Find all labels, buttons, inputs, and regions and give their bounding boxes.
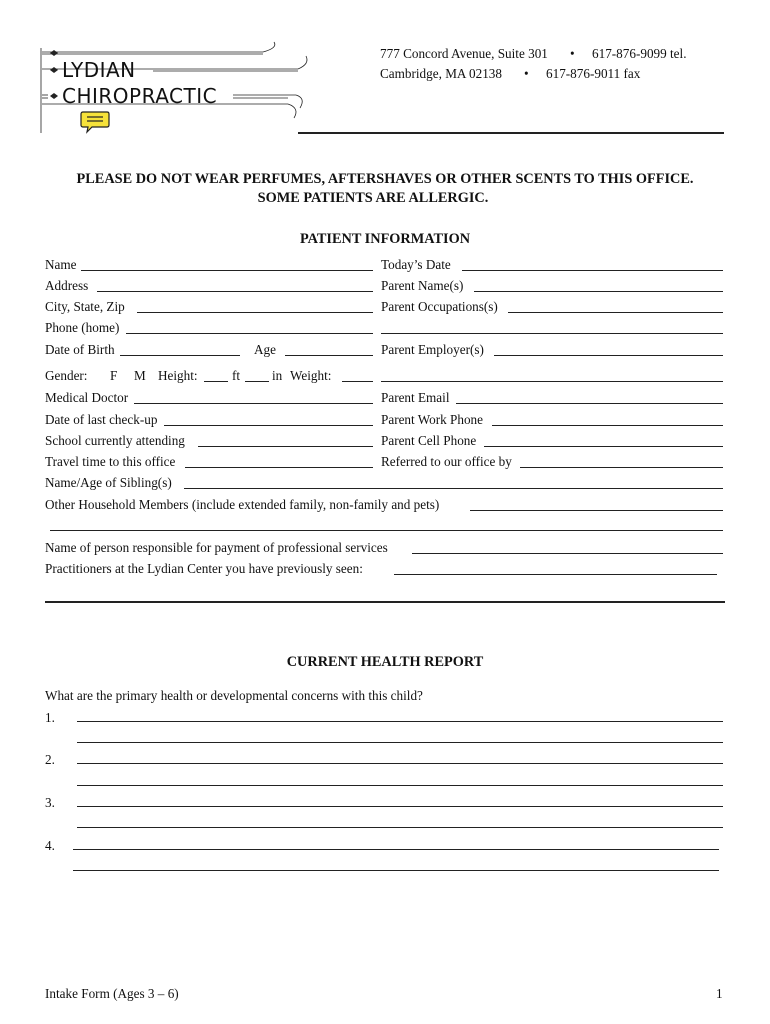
medical-doctor-label: Medical Doctor <box>45 390 129 405</box>
parent-employer-label: Parent Employer(s) <box>381 342 484 357</box>
siblings-field[interactable] <box>184 488 723 489</box>
gender-option-m[interactable]: M <box>134 368 146 383</box>
concern-number-3: 3. <box>45 795 55 810</box>
parent-names-field[interactable] <box>474 291 723 292</box>
weight-field[interactable] <box>342 381 373 382</box>
household-field-2[interactable] <box>50 530 723 531</box>
concern-1-field[interactable] <box>77 721 723 722</box>
age-label: Age <box>254 342 276 357</box>
last-checkup-field[interactable] <box>164 425 373 426</box>
speech-bubble-icon <box>80 110 110 134</box>
contact-fax: 617-876-9011 fax <box>546 66 641 81</box>
parent-names-label: Parent Name(s) <box>381 278 464 293</box>
parent-cell-phone-label: Parent Cell Phone <box>381 433 477 448</box>
contact-tel: 617-876-9099 tel. <box>592 46 687 61</box>
parent-employer-field[interactable] <box>494 355 723 356</box>
concern-4-field[interactable] <box>73 849 719 850</box>
gender-option-f[interactable]: F <box>110 368 118 383</box>
school-label: School currently attending <box>45 433 185 448</box>
payment-responsible-label: Name of person responsible for payment of professional services <box>45 540 388 555</box>
concern-2-field-2[interactable] <box>77 785 723 786</box>
payment-responsible-field[interactable] <box>412 553 723 554</box>
concern-2-field[interactable] <box>77 763 723 764</box>
todays-date-label: Today’s Date <box>381 257 451 272</box>
page-number: 1 <box>716 986 723 1001</box>
city-state-zip-field[interactable] <box>137 312 373 313</box>
gender-label: Gender: <box>45 368 88 383</box>
height-ft-unit: ft <box>232 368 241 383</box>
medical-doctor-field[interactable] <box>134 403 373 404</box>
dob-label: Date of Birth <box>45 342 115 357</box>
parent-occupations-field[interactable] <box>508 312 723 313</box>
concern-1-field-2[interactable] <box>77 742 723 743</box>
practitioners-field[interactable] <box>394 574 717 575</box>
referred-by-field[interactable] <box>520 467 723 468</box>
todays-date-field[interactable] <box>462 270 723 271</box>
parent-work-phone-field[interactable] <box>492 425 723 426</box>
logo <box>38 38 328 138</box>
concern-3-field-2[interactable] <box>77 827 723 828</box>
warning-line1: PLEASE DO NOT WEAR PERFUMES, AFTERSHAVES OR OTHER SCENTS TO THIS OFFICE. <box>76 171 694 187</box>
parent-work-phone-label: Parent Work Phone <box>381 412 483 427</box>
height-label: Height: <box>158 368 198 383</box>
parent-email-field[interactable] <box>456 403 723 404</box>
siblings-label: Name/Age of Sibling(s) <box>45 475 172 490</box>
concern-4-field-2[interactable] <box>73 870 719 871</box>
phone-home-field[interactable] <box>126 333 373 334</box>
address-field[interactable] <box>97 291 373 292</box>
dob-field[interactable] <box>120 355 240 356</box>
health-report-heading: CURRENT HEALTH REPORT <box>286 654 484 670</box>
concerns-question: What are the primary health or developmental concerns with this child? <box>45 688 423 703</box>
contact-bullet2: • <box>524 66 529 81</box>
name-label: Name <box>45 257 77 272</box>
concern-number-2: 2. <box>45 752 55 767</box>
height-in-unit: in <box>272 368 283 383</box>
parent-occupations-label: Parent Occupations(s) <box>381 299 498 314</box>
travel-time-label: Travel time to this office <box>45 454 176 469</box>
travel-time-field[interactable] <box>185 467 373 468</box>
practitioners-label: Practitioners at the Lydian Center you have previously seen: <box>45 561 363 576</box>
parent-email-label: Parent Email <box>381 390 450 405</box>
address-label: Address <box>45 278 89 293</box>
age-field[interactable] <box>285 355 373 356</box>
concern-3-field[interactable] <box>77 806 723 807</box>
section-divider <box>45 601 725 603</box>
contact-bullet1: • <box>570 46 575 61</box>
weight-label: Weight: <box>290 368 332 383</box>
parent-employer-field-2[interactable] <box>381 381 723 382</box>
last-checkup-label: Date of last check-up <box>45 412 158 427</box>
footer-form-name: Intake Form (Ages 3 – 6) <box>45 986 179 1001</box>
referred-by-label: Referred to our office by <box>381 454 512 469</box>
parent-cell-phone-field[interactable] <box>484 446 723 447</box>
height-in-field[interactable] <box>245 381 269 382</box>
city-state-zip-label: City, State, Zip <box>45 299 125 314</box>
phone-home-label: Phone (home) <box>45 320 120 335</box>
school-field[interactable] <box>198 446 373 447</box>
contact-address2: Cambridge, MA 02138 <box>380 66 502 81</box>
logo-line2: CHIROPRACTIC <box>62 84 218 108</box>
patient-info-heading: PATIENT INFORMATION <box>299 231 471 247</box>
contact-address1: 777 Concord Avenue, Suite 301 <box>380 46 548 61</box>
logo-line1: LYDIAN <box>62 58 136 82</box>
concern-number-1: 1. <box>45 710 55 725</box>
header-divider <box>298 132 724 134</box>
height-ft-field[interactable] <box>204 381 228 382</box>
name-field[interactable] <box>81 270 373 271</box>
parent-occupations-field-2[interactable] <box>381 333 723 334</box>
household-field[interactable] <box>470 510 723 511</box>
concern-number-4: 4. <box>45 838 55 853</box>
household-label: Other Household Members (include extended family, non-family and pets) <box>45 497 440 512</box>
warning-line2: SOME PATIENTS ARE ALLERGIC. <box>257 190 489 206</box>
